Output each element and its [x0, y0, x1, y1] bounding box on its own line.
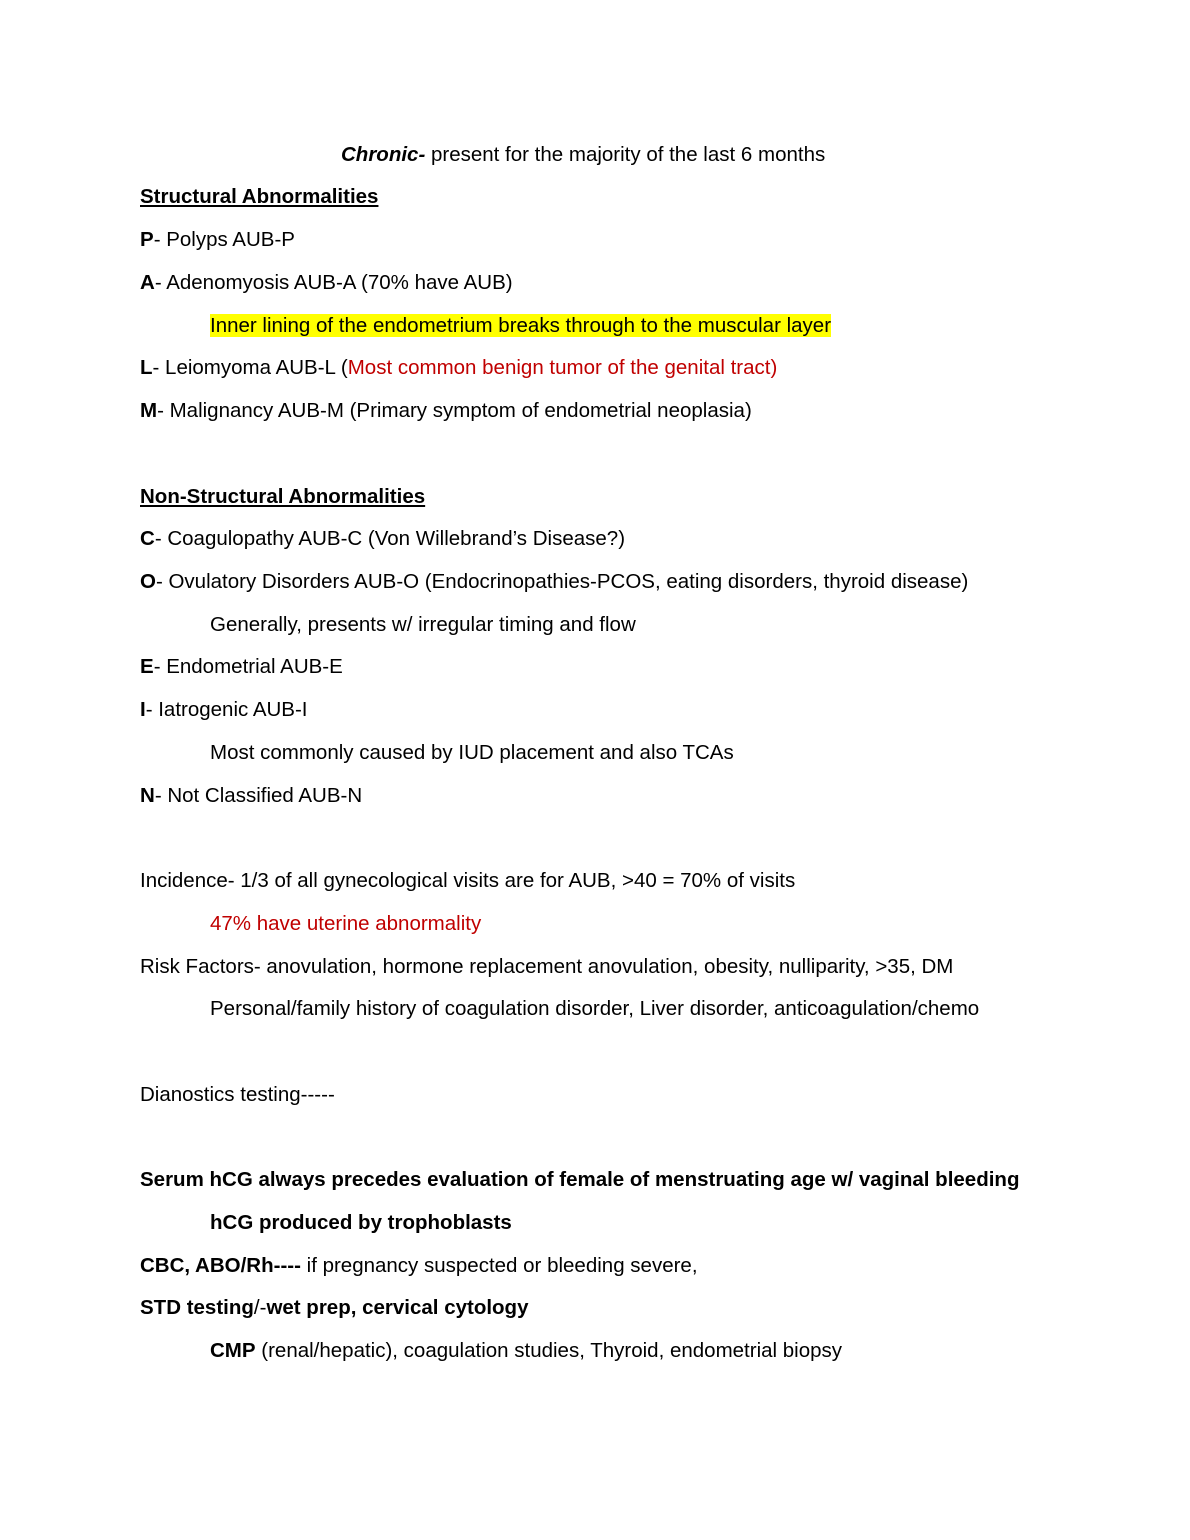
item-letter: E: [140, 655, 154, 678]
std-mid: /-: [253, 1296, 267, 1319]
nonstructural-heading: Non-Structural Abnormalities: [140, 485, 426, 508]
incidence-note: 47% have uterine abnormality: [210, 912, 482, 935]
risk-factors-text: Risk Factors- anovulation, hormone replacement anovulation, obesity, nulliparity, >35, DM: [140, 955, 954, 978]
item-text: - Ovulatory Disorders AUB-O (Endocrinopathies-PCOS, eating disorders, thyroid disease): [155, 570, 969, 593]
cbc-text: if pregnancy suspected or bleeding severe,: [300, 1254, 698, 1277]
nonstructural-item-c: [140, 526, 625, 552]
structural-heading: Structural Abnormalities: [140, 185, 379, 208]
cmp-text: (renal/hepatic), coagulation studies, Thyroid, endometrial biopsy: [255, 1339, 843, 1362]
adenomyosis-note: [210, 313, 831, 339]
incidence-text: Incidence- 1/3 of all gynecological visits are for AUB, >40 = 70% of visits: [140, 869, 796, 892]
item-letter: L: [140, 356, 153, 379]
nonstructural-item-e: [140, 654, 343, 680]
item-letter: N: [140, 784, 155, 807]
cbc-bold: CBC, ABO/Rh----: [140, 1254, 301, 1277]
std-bold-2: wet prep, cervical cytology: [266, 1296, 529, 1319]
item-text: - Malignancy AUB-M (Primary symptom of endometrial neoplasia): [157, 399, 752, 422]
cbc-line: [140, 1253, 698, 1279]
hcg-note: hCG produced by trophoblasts: [210, 1211, 512, 1234]
item-text: - Not Classified AUB-N: [154, 784, 363, 807]
item-letter: P: [140, 228, 154, 251]
item-letter: M: [140, 399, 158, 422]
iatrogenic-note: Most commonly caused by IUD placement and also TCAs: [210, 741, 734, 764]
serum-hcg-text: Serum hCG always precedes evaluation of female of menstruating age w/ vaginal bleeding: [140, 1168, 1020, 1191]
item-text: - Endometrial AUB-E: [153, 655, 343, 678]
chronic-text: present for the majority of the last 6 months: [425, 143, 826, 166]
item-text: - Polyps AUB-P: [153, 228, 295, 251]
nonstructural-item-i: [140, 697, 308, 723]
highlighted-note: Inner lining of the endometrium breaks through to the muscular layer: [210, 314, 832, 337]
item-text: - Adenomyosis AUB-A (70% have AUB): [154, 271, 513, 294]
structural-item-p: [140, 227, 295, 253]
structural-item-l: [140, 355, 777, 381]
nonstructural-item-o: [140, 569, 968, 595]
cmp-line: [210, 1338, 842, 1364]
std-bold-1: STD testing: [140, 1296, 254, 1319]
structural-item-m: [140, 398, 752, 424]
diagnostics-heading: Dianostics testing-----: [140, 1083, 335, 1106]
ovulatory-note: Generally, presents w/ irregular timing and flow: [210, 613, 636, 636]
item-letter: A: [140, 271, 155, 294]
structural-item-a: [140, 270, 513, 296]
item-letter: C: [140, 527, 155, 550]
item-red-note: Most common benign tumor of the genital tract): [347, 356, 778, 379]
chronic-definition: [341, 142, 825, 168]
item-text: - Leiomyoma AUB-L (: [152, 356, 348, 379]
nonstructural-item-n: [140, 783, 362, 809]
item-letter: O: [140, 570, 156, 593]
cmp-bold: CMP: [210, 1339, 256, 1362]
risk-factors-note: Personal/family history of coagulation disorder, Liver disorder, anticoagulation/chemo: [210, 997, 980, 1020]
item-text: - Coagulopathy AUB-C (Von Willebrand’s Disease?): [154, 527, 626, 550]
chronic-term: Chronic-: [341, 143, 426, 166]
item-text: - Iatrogenic AUB-I: [145, 698, 308, 721]
std-line: [140, 1295, 528, 1321]
item-letter: I: [140, 698, 146, 721]
